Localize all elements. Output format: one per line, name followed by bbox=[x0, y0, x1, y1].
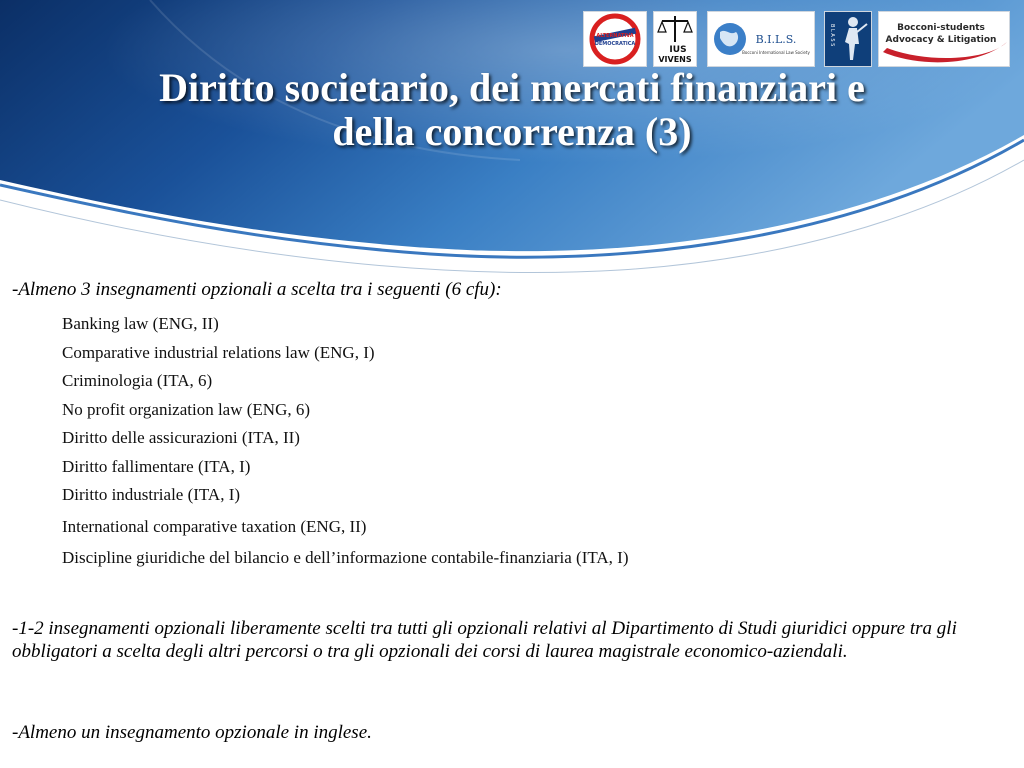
svg-text:DEMOCRATICA: DEMOCRATICA bbox=[594, 41, 636, 47]
course-item: Comparative industrial relations law (ENG, I) bbox=[62, 343, 375, 362]
svg-text:B L A S S: B L A S S bbox=[829, 24, 835, 47]
svg-text:ALTERNATIVA: ALTERNATIVA bbox=[596, 33, 634, 39]
course-item: Diritto industriale (ITA, I) bbox=[62, 485, 241, 504]
course-item: International comparative taxation (ENG, II) bbox=[62, 517, 367, 536]
section2-paragraph bbox=[12, 617, 1012, 663]
slide-title-line1: Diritto societario, dei mercati finanziari e bbox=[159, 65, 865, 110]
section3-text: Almeno un insegnamento opzionale in inglese. bbox=[18, 722, 372, 743]
section3-dash: - bbox=[12, 722, 19, 743]
course-item: Diritto fallimentare (ITA, I) bbox=[62, 457, 251, 476]
section1-lead bbox=[12, 279, 502, 301]
svg-text:VIVENS: VIVENS bbox=[658, 55, 692, 64]
section2-dash: - bbox=[12, 618, 19, 639]
svg-text:B.I.L.S.: B.I.L.S. bbox=[755, 33, 797, 46]
course-item: Banking law (ENG, II) bbox=[62, 314, 219, 333]
svg-text:Bocconi International Law Soci: Bocconi International Law Society bbox=[742, 50, 810, 55]
course-item: No profit organization law (ENG, 6) bbox=[62, 400, 311, 419]
slide-title-line2: della concorrenza (3) bbox=[332, 109, 692, 154]
svg-text:Bocconi-students: Bocconi-students bbox=[897, 23, 985, 33]
section1-dash: - bbox=[12, 279, 19, 300]
svg-text:IUS: IUS bbox=[669, 45, 687, 55]
course-item: Discipline giuridiche del bilancio e dell’informazione contabile-finanziaria (ITA, I) bbox=[62, 548, 629, 567]
section2-text: 1-2 insegnamenti opzionali liberamente scelti tra tutti gli opzionali relativi al Dipartimento di Studi giuridici oppure tra gli obbligatori a scelta degli altri percorsi o tra gli opzionali dei corsi di laurea magistrale economico-aziendali. bbox=[12, 618, 957, 662]
course-item: Criminologia (ITA, 6) bbox=[62, 371, 213, 390]
section3-paragraph bbox=[12, 721, 1012, 744]
svg-text:Advocacy & Litigation: Advocacy & Litigation bbox=[885, 35, 997, 45]
course-item: Diritto delle assicurazioni (ITA, II) bbox=[62, 428, 300, 447]
section1-lead-text: Almeno 3 insegnamenti opzionali a scelta tra i seguenti (6 cfu): bbox=[18, 279, 502, 300]
